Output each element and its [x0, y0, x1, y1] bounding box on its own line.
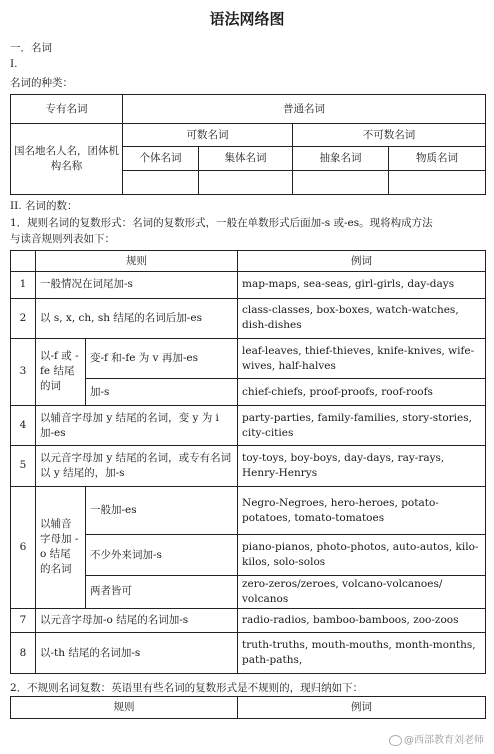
- example-cell: chief-chiefs, proof-proofs, roof-roofs: [238, 379, 486, 405]
- section-heading-number: II. 名词的数：: [10, 200, 78, 212]
- common-noun-header: 普通名词: [123, 95, 486, 124]
- example-cell: party-parties, family-families, story-stories, city-cities: [238, 405, 486, 445]
- paragraph-regular-plural: 1．规则名词的复数形式：名词的复数形式，一般在单数形式后面加-s 或-es。现将构成方法: [10, 217, 433, 229]
- rule-cell: 两者皆可: [86, 575, 238, 608]
- row-number: 1: [11, 272, 36, 298]
- weibo-icon: [389, 735, 402, 746]
- rule-group-cell: 以-f 或 -fe 结尾的词: [36, 339, 86, 406]
- rule-cell: 以 s, x, ch, sh 结尾的名词后加-es: [36, 298, 238, 338]
- row-number: 5: [11, 446, 36, 486]
- rule-column-header: 规则: [11, 697, 238, 719]
- individual-noun-header: 个体名词: [123, 147, 199, 171]
- rule-cell: 加-s: [86, 379, 238, 405]
- watermark: [389, 731, 484, 746]
- collective-noun-header: 集体名词: [199, 147, 293, 171]
- empty-cell: [389, 171, 486, 195]
- rule-cell: 一般情况在词尾加-s: [36, 272, 238, 298]
- material-noun-header: 物质名词: [389, 147, 486, 171]
- rule-cell: 一般加-es: [86, 486, 238, 535]
- rule-cell: 以-th 结尾的名词加-s: [36, 633, 238, 674]
- example-column-header: 例词: [238, 251, 486, 272]
- irregular-plural-table: [10, 696, 486, 719]
- regular-plural-table: [10, 250, 486, 674]
- noun-kinds-label: 名词的种类：: [10, 77, 73, 89]
- rule-column-header: 规则: [36, 251, 238, 272]
- paragraph-regular-plural-cont: 与读音规则列表如下：: [10, 233, 115, 245]
- proper-noun-description: 国名地名人名，团体机构名称: [11, 124, 123, 195]
- example-cell: toy-toys, boy-boys, day-days, ray-rays, Henry-Henrys: [238, 446, 486, 486]
- watermark-text: @西部教育刘老师: [404, 735, 484, 746]
- example-cell: piano-pianos, photo-photos, auto-autos, kilo-kilos, solo-solos: [238, 535, 486, 575]
- example-cell: Negro-Negroes, hero-heroes, potato-potatoes, tomato-tomatoes: [238, 486, 486, 535]
- rule-cell: 以元音字母加 y 结尾的名词，或专有名词以 y 结尾的，加-s: [36, 446, 238, 486]
- row-number: 7: [11, 609, 36, 633]
- example-cell: class-classes, box-boxes, watch-watches, dish-dishes: [238, 298, 486, 338]
- row-number: 3: [11, 339, 36, 406]
- paragraph-irregular-plural: 2．不规则名词复数：英语里有些名词的复数形式是不规则的，现归纳如下：: [10, 682, 364, 694]
- rule-cell: 变-f 和-fe 为 v 再加-es: [86, 339, 238, 379]
- empty-cell: [123, 171, 199, 195]
- empty-cell: [293, 171, 389, 195]
- uncountable-noun-header: 不可数名词: [293, 124, 486, 147]
- subsection-marker: I.: [10, 58, 18, 70]
- countable-noun-header: 可数名词: [123, 124, 293, 147]
- rule-cell: 以辅音字母加 y 结尾的名词，变 y 为 i 加-es: [36, 405, 238, 445]
- proper-noun-header: 专有名词: [11, 95, 123, 124]
- example-cell: leaf-leaves, thief-thieves, knife-knives, wife-wives, half-halves: [238, 339, 486, 379]
- example-cell: truth-truths, mouth-mouths, month-months, path-paths,: [238, 633, 486, 674]
- section-heading-noun: 一．名词: [10, 42, 52, 54]
- rule-cell: 不少外来词加-s: [86, 535, 238, 575]
- example-cell: radio-radios, bamboo-bamboos, zoo-zoos: [238, 609, 486, 633]
- example-column-header: 例词: [238, 697, 486, 719]
- row-number: 4: [11, 405, 36, 445]
- rule-cell: 以元音字母加-o 结尾的名词加-s: [36, 609, 238, 633]
- example-cell: map-maps, sea-seas, girl-girls, day-days: [238, 272, 486, 298]
- row-number: 2: [11, 298, 36, 338]
- empty-cell: [199, 171, 293, 195]
- abstract-noun-header: 抽象名词: [293, 147, 389, 171]
- document-title: 语法网络图: [209, 10, 285, 28]
- rule-group-cell: 以辅音字母加 -o 结尾的名词: [36, 486, 86, 608]
- example-cell: zero-zeros/zeroes, volcano-volcanoes/ volcanos: [238, 575, 486, 608]
- empty-cell: [11, 251, 36, 272]
- row-number: 6: [11, 486, 36, 608]
- row-number: 8: [11, 633, 36, 674]
- noun-kinds-table: [10, 94, 486, 195]
